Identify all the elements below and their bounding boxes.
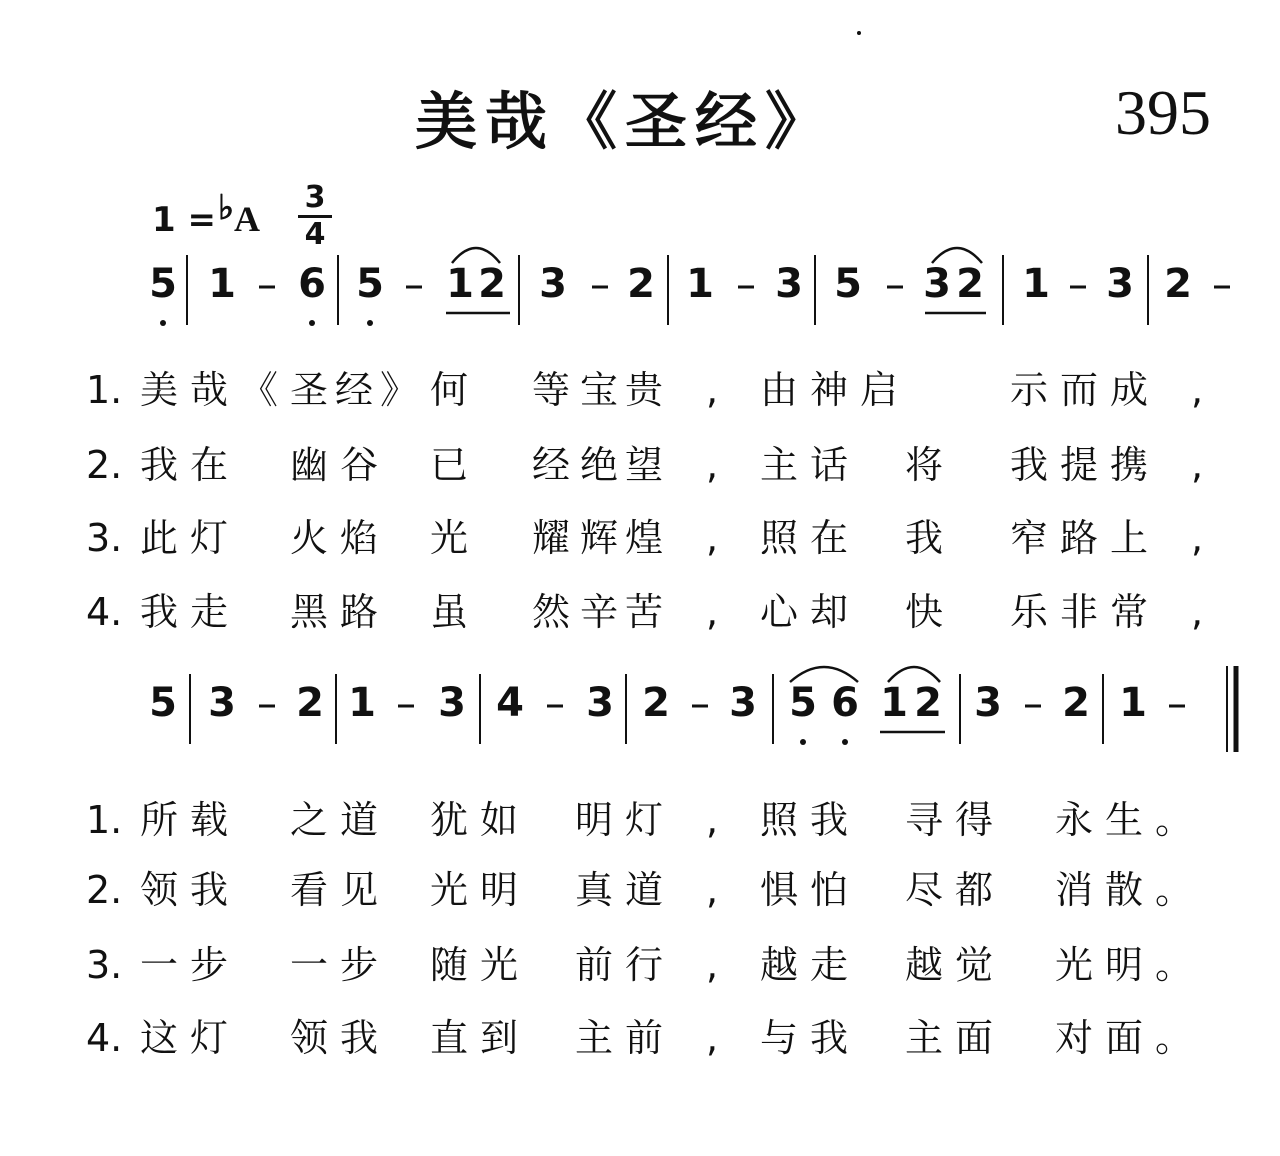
lyric-char: 上 — [1110, 516, 1149, 560]
low-octave-dot — [842, 739, 848, 745]
note-digit: 3 — [539, 261, 567, 307]
note-digit: 5 — [356, 261, 384, 307]
verse-number: 2. — [86, 868, 123, 912]
note-digit: 5 — [789, 680, 817, 726]
lyric-char: 耀 — [532, 516, 571, 560]
lyric-char: 明 — [575, 798, 614, 842]
lyric-char: 哉 — [190, 368, 229, 412]
time-numerator: 3 — [304, 180, 326, 215]
lyric-char: , — [1191, 443, 1204, 487]
note-digit: 3 — [923, 261, 951, 307]
lyric-char: 苦 — [625, 590, 664, 634]
lyric-char: 明 — [480, 868, 519, 912]
note-digit: 5 — [149, 680, 177, 726]
lyric-char: 我 — [140, 443, 179, 487]
lyric-char: 常 — [1110, 590, 1149, 634]
note-digit: 2 — [1062, 680, 1090, 726]
lyric-char: 快 — [905, 590, 944, 634]
lyric-char: 载 — [190, 798, 229, 842]
time-denominator: 4 — [304, 217, 326, 252]
lyric-char: 道 — [625, 868, 664, 912]
lyric-char: 灯 — [625, 798, 664, 842]
lyric-char: 而 — [1060, 368, 1099, 412]
lyric-char: 直 — [430, 1016, 469, 1060]
note-digit: 3 — [208, 680, 236, 726]
lyric-char: , — [706, 798, 719, 842]
lyric-char: 经 — [335, 368, 374, 412]
note-digit: 1 — [208, 261, 236, 307]
note-digit: 5 — [149, 261, 177, 307]
verse-number: 3. — [86, 943, 123, 987]
note-digit: 2 — [914, 680, 942, 726]
lyric-char: 面 — [1105, 1016, 1144, 1060]
lyric-char: 携 — [1110, 443, 1149, 487]
lyric-char: , — [1191, 590, 1204, 634]
lyric-char: 》 — [380, 368, 419, 412]
lyric-char: 我 — [905, 516, 944, 560]
lyric-char: 领 — [140, 868, 179, 912]
lyric-char: 美 — [140, 368, 179, 412]
lyric-char: 对 — [1055, 1016, 1094, 1060]
note-digit: 1 — [348, 680, 376, 726]
lyric-char: , — [706, 368, 719, 412]
verse-number: 1. — [86, 368, 123, 412]
lyric-char: 如 — [480, 798, 519, 842]
lyric-char: 何 — [430, 368, 469, 412]
lyric-char: 前 — [625, 1016, 664, 1060]
lyric-char: 行 — [625, 943, 664, 987]
lyric-char: 。 — [1155, 868, 1194, 912]
lyric-char: 照 — [760, 516, 799, 560]
lyric-char: 。 — [1155, 943, 1194, 987]
lyric-char: 绝 — [580, 443, 619, 487]
lyric-char: 由 — [760, 368, 799, 412]
lyric-char: 到 — [480, 1016, 519, 1060]
low-octave-dot — [309, 320, 315, 326]
lyric-char: 灯 — [190, 516, 229, 560]
lyric-char: 虽 — [430, 590, 469, 634]
lyric-char: 灯 — [190, 1016, 229, 1060]
lyric-char: 光 — [430, 868, 469, 912]
lyric-char: 贵 — [625, 368, 664, 412]
lyric-char: 散 — [1105, 868, 1144, 912]
lyric-char: 走 — [810, 943, 849, 987]
lyric-char: 我 — [1010, 443, 1049, 487]
lyric-char: 得 — [955, 798, 994, 842]
lyric-char: 路 — [1060, 516, 1099, 560]
note-digit: 6 — [298, 261, 326, 307]
lyric-char: 主 — [575, 1016, 614, 1060]
low-octave-dot — [160, 320, 166, 326]
lyric-char: 黑 — [290, 590, 329, 634]
verse-number: 2. — [86, 443, 123, 487]
lyric-char: 一 — [140, 943, 179, 987]
note-digit: 1 — [1022, 261, 1050, 307]
lyric-char: 提 — [1060, 443, 1099, 487]
lyric-char: 经 — [532, 443, 571, 487]
lyric-char: 主 — [760, 443, 799, 487]
lyric-char: 乐 — [1010, 590, 1049, 634]
note-digit: 1 — [686, 261, 714, 307]
lyric-char: 辉 — [580, 516, 619, 560]
lyric-char: , — [1191, 368, 1204, 412]
page-title: 美哉《圣经》 — [415, 85, 836, 158]
lyric-char: 光 — [430, 516, 469, 560]
lyric-char: 我 — [810, 798, 849, 842]
lyric-char: 步 — [190, 943, 229, 987]
lyric-char: 见 — [340, 868, 379, 912]
lyric-char: 此 — [140, 516, 179, 560]
verse-number: 3. — [86, 516, 123, 560]
hymn-number: 395 — [1115, 77, 1211, 148]
lyric-char: 窄 — [1010, 516, 1049, 560]
lyric-char: 光 — [480, 943, 519, 987]
key-note: A — [234, 199, 261, 239]
lyric-char: 我 — [340, 1016, 379, 1060]
note-digit: 2 — [627, 261, 655, 307]
lyric-char: 。 — [1155, 798, 1194, 842]
lyric-char: 明 — [1105, 943, 1144, 987]
lyric-char: 在 — [810, 516, 849, 560]
lyric-char: 犹 — [430, 798, 469, 842]
lyric-char: 我 — [140, 590, 179, 634]
flat-sign: ♭ — [217, 190, 235, 227]
lyric-char: 怕 — [810, 868, 849, 912]
lyric-char: 然 — [532, 590, 571, 634]
lyric-char: , — [706, 943, 719, 987]
lyric-char: 领 — [290, 1016, 329, 1060]
lyric-char: 已 — [430, 443, 469, 487]
verse-number: 4. — [86, 1016, 123, 1060]
lyric-char: 走 — [190, 590, 229, 634]
lyric-char: 心 — [760, 590, 799, 634]
lyric-char: 我 — [190, 868, 229, 912]
lyric-char: 光 — [1055, 943, 1094, 987]
lyric-char: 面 — [955, 1016, 994, 1060]
lyric-char: 启 — [860, 368, 899, 412]
key-prefix: 1 = — [152, 200, 216, 240]
lyric-char: 示 — [1010, 368, 1049, 412]
note-digit: 3 — [438, 680, 466, 726]
lyric-char: 越 — [905, 943, 944, 987]
verse-number: 1. — [86, 798, 123, 842]
note-digit: 5 — [834, 261, 862, 307]
lyric-char: 看 — [290, 868, 329, 912]
note-digit: 1 — [446, 261, 474, 307]
lyric-char: 这 — [140, 1016, 179, 1060]
lyric-char: 我 — [810, 1016, 849, 1060]
lyric-char: , — [706, 443, 719, 487]
lyric-char: 话 — [810, 443, 849, 487]
note-digit: 2 — [296, 680, 324, 726]
lyric-char: 幽 — [290, 443, 329, 487]
lyric-char: 宝 — [580, 368, 619, 412]
lyric-char: 。 — [1155, 1016, 1194, 1060]
note-digit: 3 — [729, 680, 757, 726]
lyric-char: 等 — [532, 368, 571, 412]
lyric-char: 《 — [240, 368, 279, 412]
note-digit: 3 — [586, 680, 614, 726]
lyric-char: 路 — [340, 590, 379, 634]
lyric-char: 消 — [1055, 868, 1094, 912]
lyric-char: 望 — [625, 443, 664, 487]
lyric-char: 却 — [810, 590, 849, 634]
lyric-char: 越 — [760, 943, 799, 987]
lyric-char: 真 — [575, 868, 614, 912]
lyric-char: 所 — [140, 798, 179, 842]
note-digit: 2 — [642, 680, 670, 726]
lyric-char: 道 — [340, 798, 379, 842]
lyric-char: 将 — [905, 443, 944, 487]
lyric-char: 与 — [760, 1016, 799, 1060]
lyric-char: 一 — [290, 943, 329, 987]
note-digit: 2 — [478, 261, 506, 307]
lyric-char: 生 — [1105, 798, 1144, 842]
lyric-char: , — [706, 590, 719, 634]
lyric-char: 火 — [290, 516, 329, 560]
lyric-char: 圣 — [290, 368, 329, 412]
lyric-char: , — [706, 868, 719, 912]
lyric-char: 步 — [340, 943, 379, 987]
lyric-char: 尽 — [905, 868, 944, 912]
lyric-char: 前 — [575, 943, 614, 987]
lyric-char: 成 — [1110, 368, 1149, 412]
lyric-char: 煌 — [625, 516, 664, 560]
lyric-char: 辛 — [580, 590, 619, 634]
verse-number: 4. — [86, 590, 123, 634]
note-digit: 1 — [880, 680, 908, 726]
lyric-char: , — [706, 1016, 719, 1060]
lyric-char: 主 — [905, 1016, 944, 1060]
lyric-char: 永 — [1055, 798, 1094, 842]
lyric-char: , — [706, 516, 719, 560]
lyric-char: 非 — [1060, 590, 1099, 634]
lyric-char: 在 — [190, 443, 229, 487]
lyric-char: 都 — [955, 868, 994, 912]
lyric-char: 谷 — [340, 443, 379, 487]
lyric-char: , — [1191, 516, 1204, 560]
lyric-char: 寻 — [905, 798, 944, 842]
note-digit: 6 — [831, 680, 859, 726]
note-digit: 3 — [1106, 261, 1134, 307]
note-digit: 3 — [775, 261, 803, 307]
lyric-char: 焰 — [340, 516, 379, 560]
lyric-char: 随 — [430, 943, 469, 987]
lyric-char: 觉 — [955, 943, 994, 987]
lyric-char: 惧 — [760, 868, 799, 912]
low-octave-dot — [367, 320, 373, 326]
note-digit: 1 — [1119, 680, 1147, 726]
note-digit: 4 — [496, 680, 524, 726]
lyric-char: 照 — [760, 798, 799, 842]
lyric-char: 之 — [290, 798, 329, 842]
note-digit: 2 — [956, 261, 984, 307]
note-digit: 3 — [974, 680, 1002, 726]
note-digit: 2 — [1164, 261, 1192, 307]
low-octave-dot — [800, 739, 806, 745]
lyric-char: 神 — [810, 368, 849, 412]
